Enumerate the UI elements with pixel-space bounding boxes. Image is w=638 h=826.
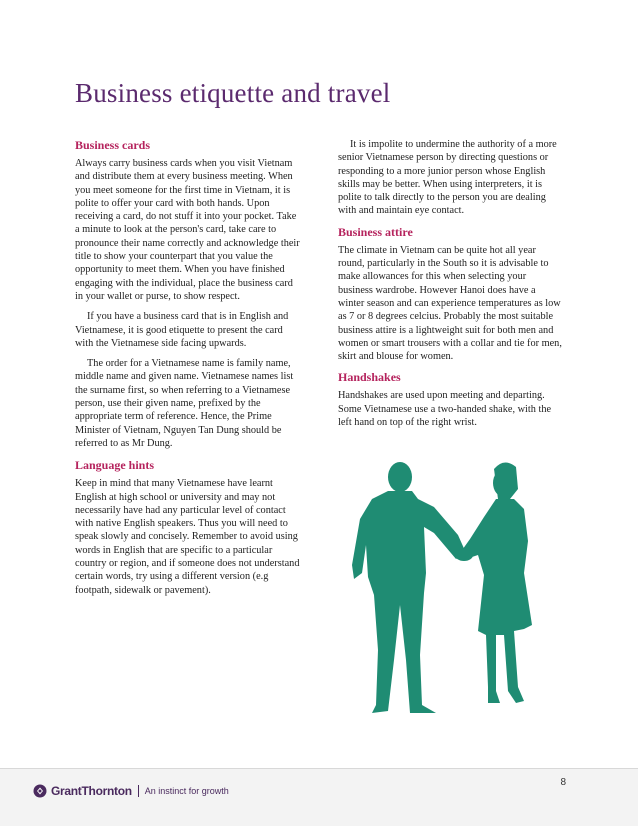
handshakes-heading: Handshakes bbox=[338, 370, 401, 385]
woman-hair bbox=[494, 462, 518, 499]
business-cards-paragraph-2: If you have a business card that is in English and Vietnamese, it is good etiquette to present the card with the Vietnamese side facing upwards. bbox=[75, 311, 289, 349]
authority-paragraph: It is impolite to undermine the authority of a more senior Vietnamese person by directing questions or responding to a more junior person whose English skills may be better. When using interpreters, it is polite to talk directly to the person you are dealing with and maintain eye contact. bbox=[338, 139, 557, 217]
man-body bbox=[352, 491, 466, 713]
business-cards-paragraph-1: Always carry business cards when you visit Vietnam and distribute them at every business meeting. When you meet someone for the first time in Vietnam, it is polite to offer your card with both hands. Upon receiving a card, do not stuff it into your pocket. Take a minute to look at the person's card, take care to pronounce their name correctly and acknowledge their title to show your counterpart that you value the opportunity to meet them. When you have finished engaging with the individual, place the business card in your wallet or purse, to show respect. bbox=[75, 158, 300, 302]
business-cards-paragraph-3: The order for a Vietnamese name is family name, middle name and given name. Vietnamese names list the surname first, so when referring to a Vietnamese person, use their given name, prefixed by the appropriate term of reference. Hence, the Prime Minister of Vietnam, Nguyen Tan Dung should be referred to as Mr Dung. bbox=[75, 358, 294, 449]
man-head bbox=[388, 462, 412, 492]
grant-thornton-logo bbox=[33, 784, 229, 798]
brand-tagline: An instinct for growth bbox=[144, 786, 229, 796]
brand-name: GrantThornton bbox=[51, 784, 132, 798]
brand-separator bbox=[138, 785, 139, 797]
business-attire-paragraph: The climate in Vietnam can be quite hot all year round, particularly in the South so it is advisable to make allowances for this when selecting your business wardrobe. However Hanoi does have a winter season and can experience temperatures as low as 7 or 8 degrees celcius. Probably the most suitable business attire is a lightweight suit for both men and women or smart trousers with a collar and tie for men, skirt and blouse for women. bbox=[338, 244, 562, 363]
page-title: Business etiquette and travel bbox=[75, 78, 391, 108]
language-hints-heading: Language hints bbox=[75, 458, 155, 473]
woman-body bbox=[460, 499, 532, 703]
left-column bbox=[75, 138, 300, 604]
business-cards-heading: Business cards bbox=[75, 138, 151, 152]
business-attire-heading: Business attire bbox=[338, 224, 413, 239]
language-hints-paragraph: Keep in mind that many Vietnamese have learnt English at high school or university and may not necessarily have had any particular level of contact with native English speakers. Thus you will need to speak slowly and concisely. Remember to avoid using words in English that are specific to a particular country or region, and if someone does not understand certain words, try using a different version (e.g footpath, sidewalk or pavement). bbox=[75, 478, 300, 596]
footer-divider bbox=[0, 768, 638, 769]
handshake bbox=[455, 549, 473, 561]
handshake-figures-illustration bbox=[338, 455, 568, 720]
right-column bbox=[338, 138, 563, 436]
grant-thornton-logo-icon bbox=[33, 784, 47, 798]
handshakes-paragraph: Handshakes are used upon meeting and departing. Some Vietnamese use a two-handed shake, with the left hand on top of the right wrist. bbox=[338, 390, 552, 429]
page-number: 8 bbox=[560, 777, 566, 788]
